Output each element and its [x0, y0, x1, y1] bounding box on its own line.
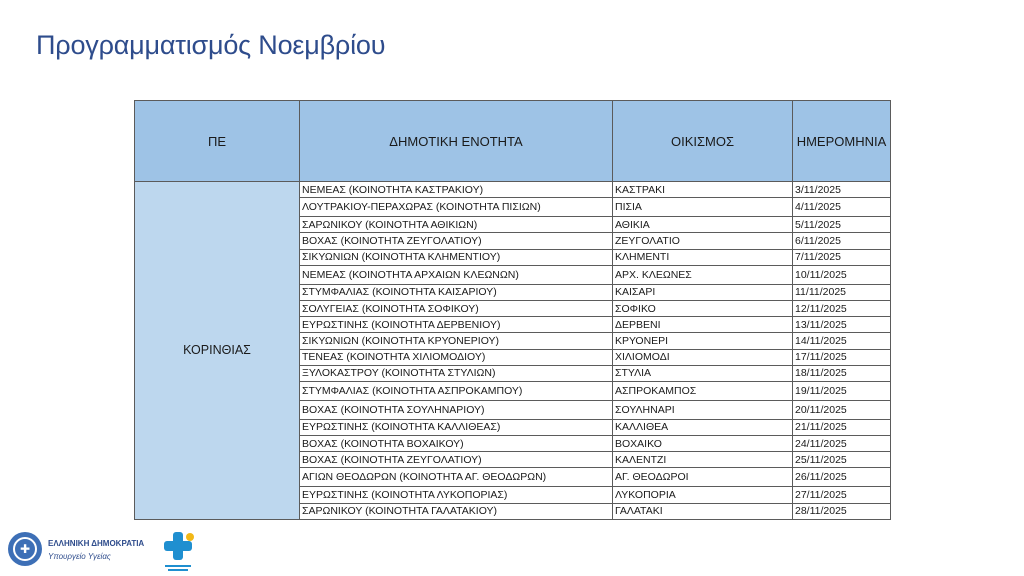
municipal-unit-cell: ΣΤΥΜΦΑΛΙΑΣ (ΚΟΙΝΟΤΗΤΑ ΚΑΙΣΑΡΙΟΥ) — [300, 284, 613, 300]
date-cell: 18/11/2025 — [793, 365, 891, 381]
date-cell: 27/11/2025 — [793, 487, 891, 503]
date-cell: 21/11/2025 — [793, 419, 891, 435]
date-cell: 11/11/2025 — [793, 284, 891, 300]
date-cell: 26/11/2025 — [793, 468, 891, 487]
header-date: ΗΜΕΡΟΜΗΝΙΑ — [793, 101, 891, 182]
health-cross-logo-icon — [156, 528, 202, 574]
municipal-unit-cell: ΣΑΡΩΝΙΚΟΥ (ΚΟΙΝΟΤΗΤΑ ΓΑΛΑΤΑΚΙΟΥ) — [300, 503, 613, 519]
date-cell: 4/11/2025 — [793, 198, 891, 217]
settlement-cell: ΑΡΧ. ΚΛΕΩΝΕΣ — [613, 265, 793, 284]
settlement-cell: ΖΕΥΓΟΛΑΤΙΟ — [613, 233, 793, 249]
municipal-unit-cell: ΣΤΥΜΦΑΛΙΑΣ (ΚΟΙΝΟΤΗΤΑ ΑΣΠΡΟΚΑΜΠΟΥ) — [300, 381, 613, 400]
page-title: Προγραμματισμός Νοεμβρίου — [36, 30, 386, 60]
municipal-unit-cell: ΣΟΛΥΓΕΙΑΣ (ΚΟΙΝΟΤΗΤΑ ΣΟΦΙΚΟΥ) — [300, 300, 613, 316]
date-cell: 24/11/2025 — [793, 436, 891, 452]
date-cell: 20/11/2025 — [793, 400, 891, 419]
municipal-unit-cell: ΞΥΛΟΚΑΣΤΡΟΥ (ΚΟΙΝΟΤΗΤΑ ΣΤΥΛΙΩΝ) — [300, 365, 613, 381]
municipal-unit-cell: ΕΥΡΩΣΤΙΝΗΣ (ΚΟΙΝΟΤΗΤΑ ΔΕΡΒΕΝΙΟΥ) — [300, 317, 613, 333]
header-municipal-unit: ΔΗΜΟΤΙΚΗ ΕΝΟΤΗΤΑ — [300, 101, 613, 182]
municipal-unit-cell: ΒΟΧΑΣ (ΚΟΙΝΟΤΗΤΑ ΒΟΧΑΙΚΟΥ) — [300, 436, 613, 452]
footer-logos — [8, 528, 208, 574]
settlement-cell: ΣΟΥΛΗΝΑΡΙ — [613, 400, 793, 419]
settlement-cell: ΚΑΛΕΝΤΖΙ — [613, 452, 793, 468]
date-cell: 10/11/2025 — [793, 265, 891, 284]
ministry-name: Υπουργείο Υγείας — [48, 552, 111, 561]
settlement-cell: ΚΡΥΟΝΕΡΙ — [613, 333, 793, 349]
date-cell: 5/11/2025 — [793, 217, 891, 233]
table-body — [135, 182, 891, 520]
date-cell: 7/11/2025 — [793, 249, 891, 265]
settlement-cell: ΑΓ. ΘΕΟΔΩΡΟΙ — [613, 468, 793, 487]
settlement-cell: ΒΟΧΑΙΚΟ — [613, 436, 793, 452]
date-cell: 12/11/2025 — [793, 300, 891, 316]
date-cell: 13/11/2025 — [793, 317, 891, 333]
municipal-unit-cell: ΒΟΧΑΣ (ΚΟΙΝΟΤΗΤΑ ΣΟΥΛΗΝΑΡΙΟΥ) — [300, 400, 613, 419]
municipal-unit-cell: ΣΙΚΥΩΝΙΩΝ (ΚΟΙΝΟΤΗΤΑ ΚΛΗΜΕΝΤΙΟΥ) — [300, 249, 613, 265]
settlement-cell: ΚΑΙΣΑΡΙ — [613, 284, 793, 300]
municipal-unit-cell: ΕΥΡΩΣΤΙΝΗΣ (ΚΟΙΝΟΤΗΤΑ ΚΑΛΛΙΘΕΑΣ) — [300, 419, 613, 435]
municipal-unit-cell: ΝΕΜΕΑΣ (ΚΟΙΝΟΤΗΤΑ ΚΑΣΤΡΑΚΙΟΥ) — [300, 182, 613, 198]
municipal-unit-cell: ΑΓΙΩΝ ΘΕΟΔΩΡΩΝ (ΚΟΙΝΟΤΗΤΑ ΑΓ. ΘΕΟΔΩΡΩΝ) — [300, 468, 613, 487]
region-cell: ΚΟΡΙΝΘΙΑΣ — [135, 182, 300, 520]
municipal-unit-cell: ΣΙΚΥΩΝΙΩΝ (ΚΟΙΝΟΤΗΤΑ ΚΡΥΟΝΕΡΙΟΥ) — [300, 333, 613, 349]
date-cell: 3/11/2025 — [793, 182, 891, 198]
settlement-cell: ΑΘΙΚΙΑ — [613, 217, 793, 233]
table-header-row — [135, 101, 891, 182]
date-cell: 6/11/2025 — [793, 233, 891, 249]
greek-coat-of-arms-icon: ✚ — [8, 532, 42, 566]
header-pe: ΠΕ — [135, 101, 300, 182]
municipal-unit-cell: ΒΟΧΑΣ (ΚΟΙΝΟΤΗΤΑ ΖΕΥΓΟΛΑΤΙΟΥ) — [300, 452, 613, 468]
settlement-cell: ΔΕΡΒΕΝΙ — [613, 317, 793, 333]
settlement-cell: ΣΟΦΙΚΟ — [613, 300, 793, 316]
municipal-unit-cell: ΤΕΝΕΑΣ (ΚΟΙΝΟΤΗΤΑ ΧΙΛΙΟΜΟΔΙΟΥ) — [300, 349, 613, 365]
settlement-cell: ΑΣΠΡΟΚΑΜΠΟΣ — [613, 381, 793, 400]
header-settlement: ΟΙΚΙΣΜΟΣ — [613, 101, 793, 182]
date-cell: 19/11/2025 — [793, 381, 891, 400]
date-cell: 14/11/2025 — [793, 333, 891, 349]
municipal-unit-cell: ΕΥΡΩΣΤΙΝΗΣ (ΚΟΙΝΟΤΗΤΑ ΛΥΚΟΠΟΡΙΑΣ) — [300, 487, 613, 503]
date-cell: 25/11/2025 — [793, 452, 891, 468]
settlement-cell: ΧΙΛΙΟΜΟΔΙ — [613, 349, 793, 365]
table-row — [135, 182, 891, 198]
settlement-cell: ΚΛΗΜΕΝΤΙ — [613, 249, 793, 265]
date-cell: 17/11/2025 — [793, 349, 891, 365]
schedule-table — [134, 100, 891, 520]
government-name: ΕΛΛΗΝΙΚΗ ΔΗΜΟΚΡΑΤΙΑ — [48, 539, 145, 548]
settlement-cell: ΚΑΛΛΙΘΕΑ — [613, 419, 793, 435]
settlement-cell: ΓΑΛΑΤΑΚΙ — [613, 503, 793, 519]
settlement-cell: ΚΑΣΤΡΑΚΙ — [613, 182, 793, 198]
municipal-unit-cell: ΛΟΥΤΡΑΚΙΟΥ-ΠΕΡΑΧΩΡΑΣ (ΚΟΙΝΟΤΗΤΑ ΠΙΣΙΩΝ) — [300, 198, 613, 217]
settlement-cell: ΠΙΣΙΑ — [613, 198, 793, 217]
settlement-cell: ΛΥΚΟΠΟΡΙΑ — [613, 487, 793, 503]
municipal-unit-cell: ΝΕΜΕΑΣ (ΚΟΙΝΟΤΗΤΑ ΑΡΧΑΙΩΝ ΚΛΕΩΝΩΝ) — [300, 265, 613, 284]
municipal-unit-cell: ΣΑΡΩΝΙΚΟΥ (ΚΟΙΝΟΤΗΤΑ ΑΘΙΚΙΩΝ) — [300, 217, 613, 233]
settlement-cell: ΣΤΥΛΙΑ — [613, 365, 793, 381]
date-cell: 28/11/2025 — [793, 503, 891, 519]
municipal-unit-cell: ΒΟΧΑΣ (ΚΟΙΝΟΤΗΤΑ ΖΕΥΓΟΛΑΤΙΟΥ) — [300, 233, 613, 249]
